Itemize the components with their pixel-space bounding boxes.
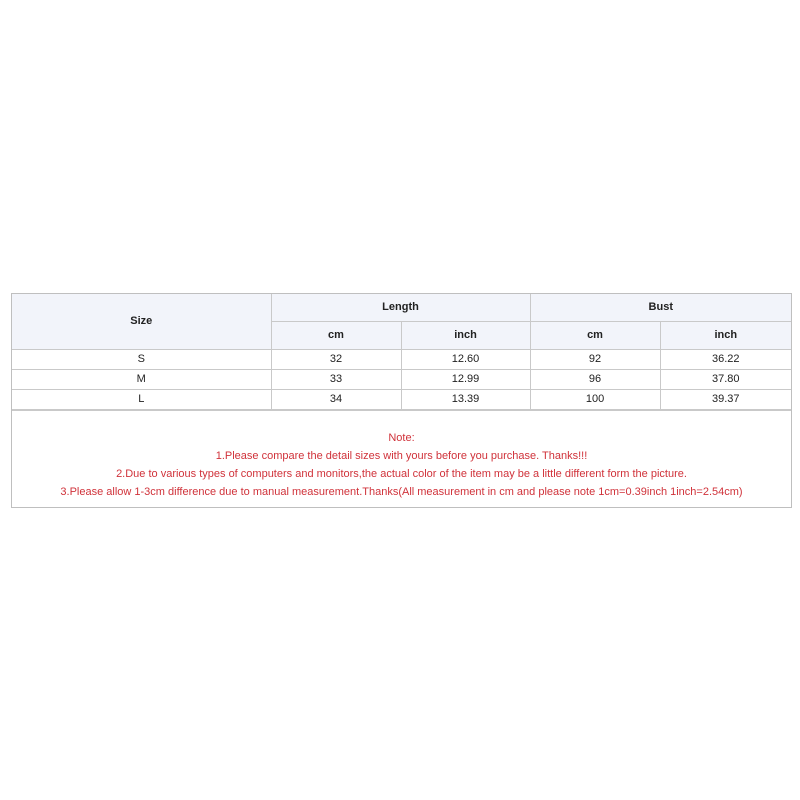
length-inch-header: inch	[401, 321, 530, 349]
size-table	[12, 294, 791, 410]
bust-inch-header: inch	[660, 321, 791, 349]
bust-cm-cell: 92	[530, 349, 660, 369]
note-line-2: 2.Due to various types of computers and monitors,the actual color of the item may be a little different form the picture.	[116, 467, 687, 480]
table-row	[12, 389, 791, 409]
table-header-row	[12, 294, 791, 321]
bust-inch-cell: 37.80	[660, 369, 791, 389]
bust-cm-cell: 100	[530, 389, 660, 409]
length-cm-cell: 32	[271, 349, 401, 369]
note-line-3: 3.Please allow 1-3cm difference due to manual measurement.Thanks(All measurement in cm and please note 1cm=0.39inch 1inch=2.54cm)	[60, 485, 743, 498]
note-title: Note:	[388, 431, 415, 444]
size-cell: S	[12, 349, 271, 369]
size-cell: M	[12, 369, 271, 389]
length-inch-cell: 12.99	[401, 369, 530, 389]
table-row	[12, 369, 791, 389]
size-cell: L	[12, 389, 271, 409]
length-header: Length	[271, 294, 530, 321]
length-cm-cell: 33	[271, 369, 401, 389]
notes-section	[12, 410, 791, 507]
table-row	[12, 349, 791, 369]
bust-header: Bust	[530, 294, 791, 321]
length-inch-cell: 12.60	[401, 349, 530, 369]
bust-inch-cell: 36.22	[660, 349, 791, 369]
bust-cm-cell: 96	[530, 369, 660, 389]
size-chart	[11, 293, 792, 508]
length-inch-cell: 13.39	[401, 389, 530, 409]
size-header: Size	[12, 294, 271, 349]
length-cm-cell: 34	[271, 389, 401, 409]
bust-inch-cell: 39.37	[660, 389, 791, 409]
note-line-1: 1.Please compare the detail sizes with yours before you purchase. Thanks!!!	[215, 449, 588, 462]
bust-cm-header: cm	[530, 321, 660, 349]
length-cm-header: cm	[271, 321, 401, 349]
